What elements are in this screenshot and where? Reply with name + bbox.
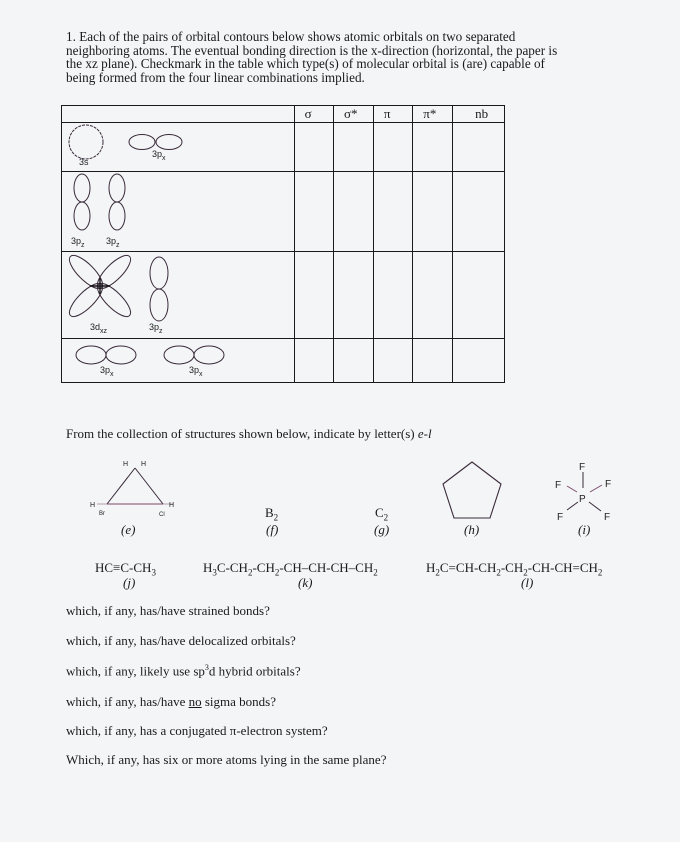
question-planar-atoms: Which, if any, has six or more atoms lying in the same plane? [66, 752, 387, 767]
checkbox-cell-sigma[interactable] [294, 172, 333, 252]
orbital-label-sub: z [116, 241, 120, 249]
formula-text: B [265, 505, 274, 520]
p-orbital-lobe [194, 346, 224, 364]
atom-h: H [90, 502, 96, 509]
orbital-label-3pz [149, 322, 163, 335]
column-header-sigma: σ [294, 106, 333, 123]
formula-sub: 2 [373, 567, 378, 578]
s-orbital-shape [69, 125, 103, 159]
orbital-pair-3px-3px [62, 339, 295, 383]
table-header-row [62, 106, 505, 123]
checkbox-cell-sigma-star[interactable] [334, 252, 374, 339]
atom-f: F [605, 479, 612, 490]
p-orbital-lobe [150, 289, 168, 321]
orbital-label-text: 3d [90, 322, 101, 332]
formula-text: C=CH-CH [439, 560, 497, 575]
formula-text: -CH [500, 560, 524, 575]
p-orbital-lobe [109, 202, 125, 230]
formula-text: -CH–CH-CH–CH [279, 560, 374, 575]
formula-text: HC≡C-CH [95, 560, 152, 575]
orbital-pair-3dxz-3pz [62, 252, 295, 339]
atom-h: H [123, 461, 129, 468]
orbital-label-text: 3p [149, 322, 160, 332]
formula-text: H [203, 560, 213, 575]
checkbox-cell-nb[interactable] [453, 172, 505, 252]
header-blank [62, 106, 295, 123]
prompt-range: e-l [417, 426, 432, 441]
p-orbital-lobe [164, 346, 194, 364]
formula-text: C-CH [216, 560, 248, 575]
molecular-orbital-table [61, 105, 505, 383]
p-orbital-lobe [109, 174, 125, 202]
checkbox-cell-nb[interactable] [453, 123, 505, 172]
column-header-pi-star: π* [413, 106, 453, 123]
checkbox-cell-sigma[interactable] [294, 252, 333, 339]
p-orbital-lobe [74, 202, 90, 230]
question-1-intro [66, 30, 622, 84]
checkbox-cell-pi-star[interactable] [413, 339, 453, 383]
question-no-sigma-bonds [66, 694, 276, 710]
structure-g-formula [375, 505, 388, 523]
orbital-label-text: 3p [100, 365, 111, 375]
formula-sub: 2 [523, 567, 528, 578]
question-strained-bonds: which, if any, has/have strained bonds? [66, 603, 270, 618]
column-header-nb: nb [453, 106, 505, 123]
formula-text: H [426, 560, 436, 575]
question-delocalized-orbitals: which, if any, has/have delocalized orbitals? [66, 633, 296, 648]
atom-cl: Cl [159, 512, 165, 518]
orbital-label-3px [189, 365, 203, 378]
structure-letter-e: (e) [121, 522, 136, 537]
atom-p: P [579, 494, 586, 505]
question-text: which, if any, likely use sp [66, 663, 205, 679]
orbital-label-sub: z [81, 241, 85, 249]
formula-sub: 2 [273, 512, 279, 523]
orbital-label-sub: x [162, 154, 166, 162]
orbital-label-3dxz [90, 322, 107, 335]
checkbox-cell-sigma[interactable] [294, 339, 333, 383]
checkbox-cell-sigma-star[interactable] [334, 339, 374, 383]
structure-letter-f: (f) [266, 522, 279, 537]
question-superscript: 3 [204, 663, 209, 672]
formula-sub: 2 [383, 512, 389, 523]
atom-f: F [557, 512, 564, 522]
orbital-label-sub: xz [100, 327, 108, 335]
formula-sub: 3 [151, 567, 156, 578]
orbital-label-3s: 3s [79, 157, 89, 167]
checkbox-cell-sigma-star[interactable] [334, 172, 374, 252]
question-2-prompt [66, 426, 432, 442]
structure-f-formula [265, 505, 278, 523]
orbital-diagram [62, 339, 300, 383]
orbital-label-text: 3p [189, 365, 200, 375]
checkbox-cell-pi-star[interactable] [413, 123, 453, 172]
checkbox-cell-sigma[interactable] [294, 123, 333, 172]
formula-sub: 2 [247, 567, 253, 578]
atom-br: Br [99, 511, 105, 517]
formula-sub: 2 [496, 567, 501, 578]
structure-letter-g: (g) [374, 522, 390, 537]
p-orbital-lobe [74, 174, 90, 202]
question-conjugated-system: which, if any, has a conjugated π-electron system? [66, 723, 328, 738]
formula-sub: 2 [597, 567, 603, 578]
p-orbital-lobe [106, 346, 136, 364]
orbital-label-text: 3p [71, 236, 82, 246]
question-text: d hybrid orbitals? [208, 663, 301, 679]
checkbox-cell-pi[interactable] [373, 252, 412, 339]
orbital-label-sub: x [199, 370, 203, 378]
structure-letter-l: (l) [521, 575, 534, 590]
p-orbital-lobe [150, 257, 168, 289]
orbital-label-text: 3p [106, 236, 117, 246]
atom-h: H [169, 502, 175, 509]
intro-line: being formed from the four linear combinations implied. [66, 69, 365, 85]
structure-l-formula [426, 560, 602, 578]
table-row [62, 123, 505, 172]
structure-h-cyclopentane [440, 458, 506, 522]
intro-line: neighboring atoms. The eventual bonding direction is the x-direction (horizontal, the paper is [66, 42, 558, 58]
question-text: which, if any, has/have [66, 694, 189, 709]
d-orbital-shape [65, 252, 135, 321]
orbital-label-3pz [71, 236, 85, 249]
orbital-label-3px [100, 365, 114, 378]
table-row [62, 172, 505, 252]
formula-text: -CH [252, 560, 275, 575]
orbital-diagram [62, 172, 300, 252]
table-row [62, 339, 505, 383]
structure-i-pf5 [545, 458, 625, 522]
question-sp3d-hybrid [66, 663, 301, 679]
orbital-label-sub: x [110, 370, 114, 378]
checkbox-cell-nb[interactable] [453, 339, 505, 383]
orbital-label-sub: z [159, 327, 163, 335]
checkbox-cell-pi[interactable] [373, 339, 412, 383]
formula-text: C [375, 505, 384, 520]
orbital-diagram [62, 123, 300, 172]
orbital-pair-3s-3px [62, 123, 295, 172]
orbital-label-3pz [106, 236, 120, 249]
formula-sub: 3 [212, 567, 217, 578]
orbital-label-3px [152, 149, 166, 162]
prompt-text: From the collection of structures shown below, indicate by letter(s) [66, 426, 418, 441]
intro-line: the xz plane). Checkmark in the table which type(s) of molecular orbital is (are) capable of [66, 56, 545, 71]
atom-f: F [555, 480, 562, 491]
column-header-sigma-star: σ* [334, 106, 374, 123]
atom-h: H [141, 461, 147, 468]
orbital-pair-3pz-3pz [62, 172, 295, 252]
formula-sub: 2 [435, 567, 440, 578]
structure-letter-j: (j) [123, 575, 136, 590]
checkbox-cell-sigma-star[interactable] [334, 123, 374, 172]
checkbox-cell-pi[interactable] [373, 172, 412, 252]
table-row [62, 252, 505, 339]
atom-f: F [579, 462, 586, 473]
intro-line: 1. Each of the pairs of orbital contours below shows atomic orbitals on two separated [66, 29, 516, 44]
p-orbital-lobe [129, 135, 155, 150]
structure-k-formula [203, 560, 378, 578]
structure-letter-i: (i) [578, 522, 591, 537]
structure-letter-h: (h) [464, 522, 480, 537]
p-orbital-lobe [76, 346, 106, 364]
checkbox-cell-pi-star[interactable] [413, 252, 453, 339]
formula-text: -CH-CH=CH [527, 560, 598, 575]
formula-sub: 2 [274, 567, 280, 578]
question-text: sigma bonds? [201, 694, 277, 709]
structure-e-cyclopropane [85, 458, 180, 520]
column-header-pi: π [373, 106, 412, 123]
checkbox-cell-pi-star[interactable] [413, 172, 453, 252]
checkbox-cell-nb[interactable] [453, 252, 505, 339]
p-orbital-lobe [156, 135, 182, 150]
orbital-label-text: 3p [152, 149, 163, 159]
structure-letter-k: (k) [298, 575, 313, 590]
checkbox-cell-pi[interactable] [373, 123, 412, 172]
question-underlined: no [188, 694, 202, 709]
atom-f: F [604, 512, 611, 522]
